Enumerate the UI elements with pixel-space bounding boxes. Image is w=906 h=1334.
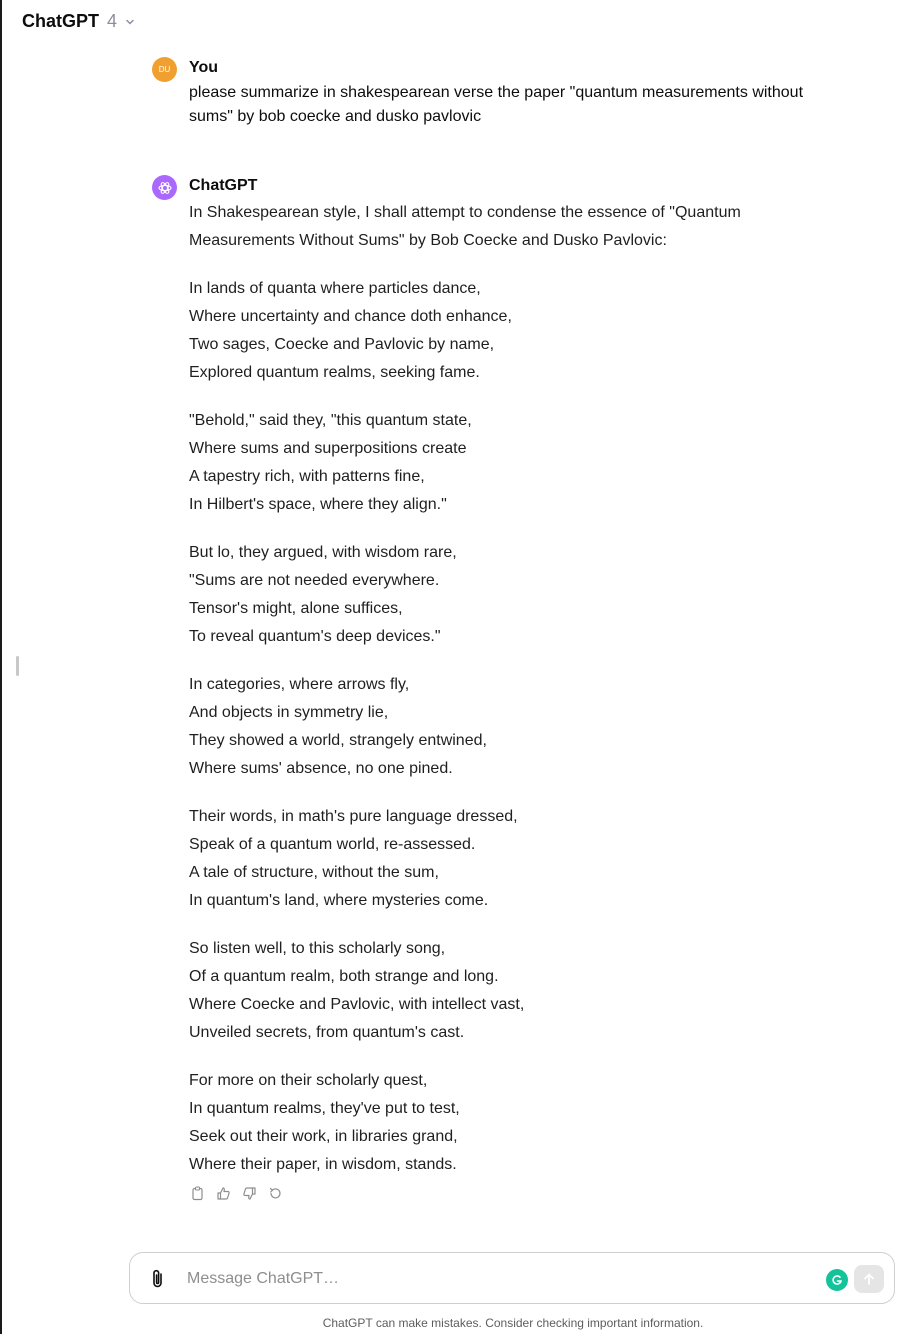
poem-line: For more on their scholarly quest, (189, 1072, 428, 1089)
chevron-down-icon (125, 14, 135, 32)
poem-line: Where sums' absence, no one pined. (189, 760, 453, 777)
message-input[interactable] (185, 1265, 809, 1293)
regenerate-icon[interactable] (267, 1185, 284, 1202)
poem-line: Where sums and superpositions create (189, 440, 467, 457)
poem-line: And objects in symmetry lie, (189, 704, 389, 721)
poem-line: "Behold," said they, "this quantum state, (189, 412, 472, 429)
poem-line: So listen well, to this scholarly song, (189, 940, 446, 957)
thumbs-up-icon[interactable] (215, 1185, 232, 1202)
poem-stanza (189, 803, 829, 915)
poem-stanza (189, 671, 829, 783)
model-version: 4 (107, 11, 118, 31)
grammarly-icon[interactable] (826, 1269, 848, 1291)
poem-line: In lands of quanta where particles dance, (189, 280, 481, 297)
sidebar-toggle-handle[interactable] (16, 656, 19, 676)
poem-line: But lo, they argued, with wisdom rare, (189, 544, 457, 561)
poem-line: In categories, where arrows fly, (189, 676, 410, 693)
paperclip-icon[interactable] (148, 1268, 168, 1290)
copy-icon[interactable] (189, 1185, 206, 1202)
assistant-intro: In Shakespearean style, I shall attempt to condense the essence of "Quantum Measurements Without Sums" by Bob Coecke and Dusko Pavlovic: (189, 204, 741, 249)
poem-line: Two sages, Coecke and Pavlovic by name, (189, 336, 495, 353)
window-left-border (0, 0, 2, 1334)
poem-line: A tale of structure, without the sum, (189, 864, 439, 881)
poem-stanza (189, 1067, 829, 1179)
disclaimer: ChatGPT can make mistakes. Consider checking important information. (322, 1316, 704, 1330)
poem-line: In quantum realms, they've put to test, (189, 1100, 460, 1117)
message-composer (129, 1252, 895, 1304)
poem-line: They showed a world, strangely entwined, (189, 732, 487, 749)
thumbs-down-icon[interactable] (241, 1185, 258, 1202)
message-actions (189, 1185, 284, 1202)
poem-line: "Sums are not needed everywhere. (189, 572, 440, 589)
poem-line: Where their paper, in wisdom, stands. (189, 1156, 457, 1173)
poem-line: Seek out their work, in libraries grand, (189, 1128, 458, 1145)
poem-line: Tensor's might, alone suffices, (189, 600, 403, 617)
poem-stanza (189, 539, 829, 651)
user-author-label: You (189, 59, 219, 76)
poem-line: Where uncertainty and chance doth enhance, (189, 308, 512, 325)
assistant-message-body (189, 199, 829, 1199)
model-selector[interactable] (22, 11, 135, 32)
poem-line: In Hilbert's space, where they align." (189, 496, 447, 513)
assistant-author-label: ChatGPT (189, 177, 258, 194)
send-button[interactable] (854, 1265, 884, 1293)
poem-line: To reveal quantum's deep devices." (189, 628, 441, 645)
poem-line: Unveiled secrets, from quantum's cast. (189, 1024, 465, 1041)
poem-line: Their words, in math's pure language dressed, (189, 808, 518, 825)
poem-stanza (189, 275, 829, 387)
model-name: ChatGPT (22, 11, 100, 31)
poem-stanza (189, 935, 829, 1047)
poem-line: A tapestry rich, with patterns fine, (189, 468, 425, 485)
user-avatar[interactable] (152, 57, 177, 82)
user-avatar-initials: DU (158, 65, 171, 74)
poem (189, 275, 829, 1179)
poem-line: Of a quantum realm, both strange and long. (189, 968, 499, 985)
poem-line: In quantum's land, where mysteries come. (189, 892, 489, 909)
poem-stanza (189, 407, 829, 519)
poem-line: Speak of a quantum world, re-assessed. (189, 836, 476, 853)
user-message-text: please summarize in shakespearean verse the paper "quantum measurements without sums" by bob coecke and dusko pavlovic (189, 84, 804, 125)
poem-line: Where Coecke and Pavlovic, with intellect vast, (189, 996, 525, 1013)
poem-line: Explored quantum realms, seeking fame. (189, 364, 480, 381)
openai-logo-icon (152, 175, 177, 200)
